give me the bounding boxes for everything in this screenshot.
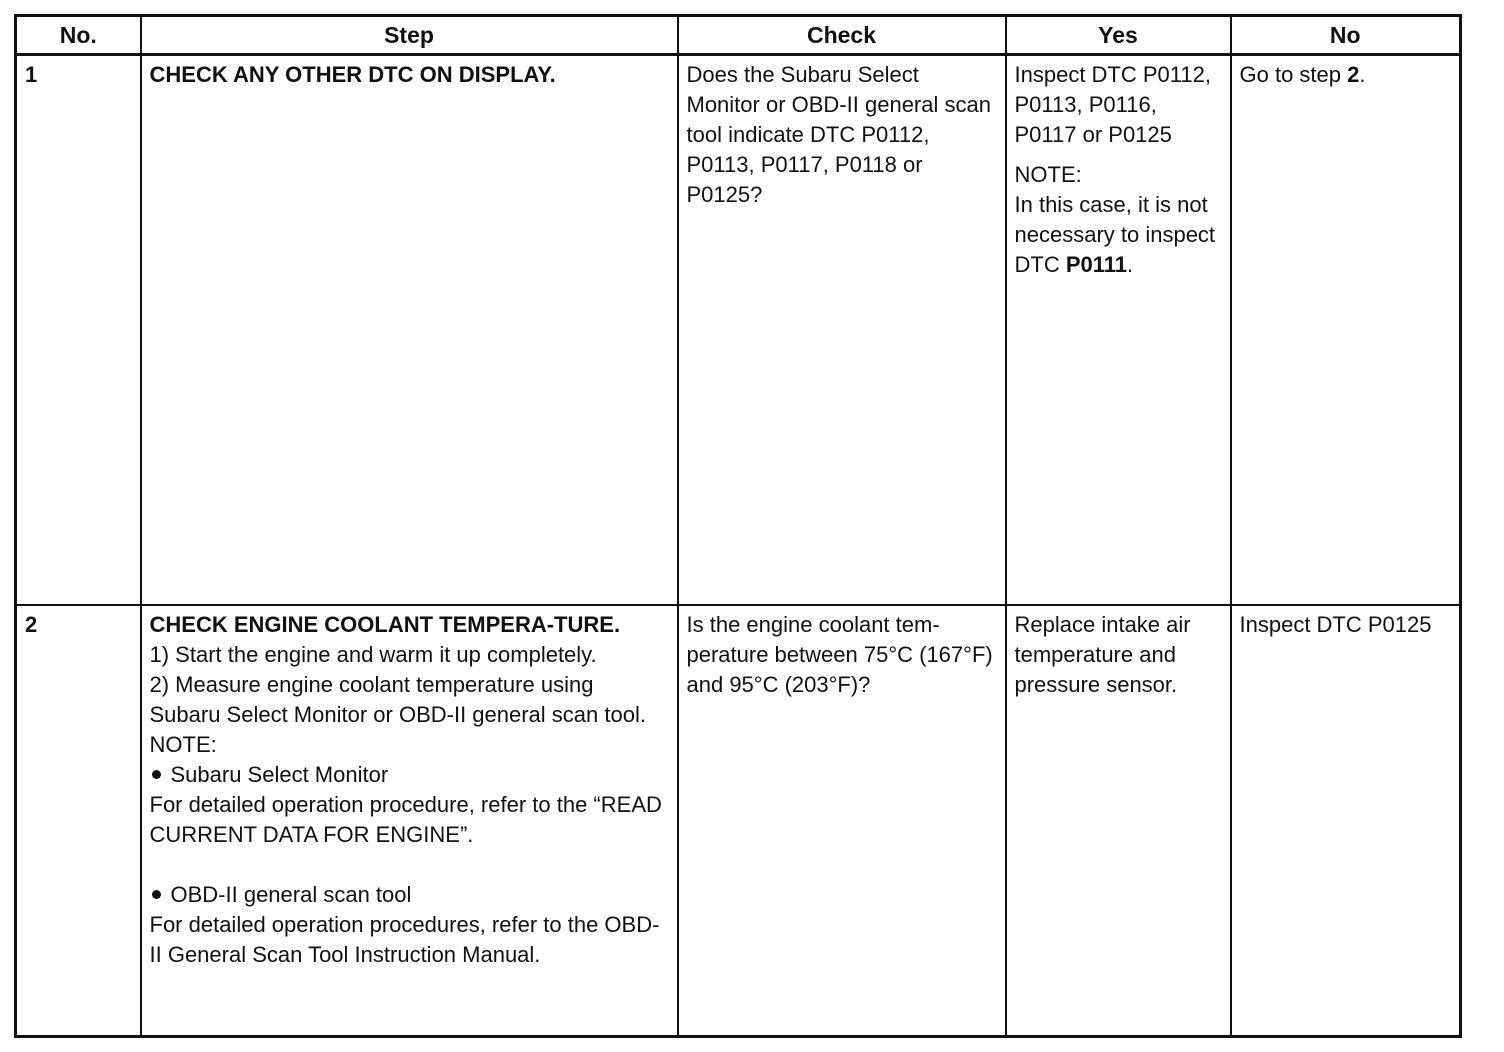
- yes-action: Replace intake air temperature and pressure sensor.: [1014, 611, 1191, 697]
- no-cell: [1231, 55, 1461, 605]
- bullet-icon: [152, 890, 161, 899]
- spacer: [1015, 150, 1222, 160]
- header-check: Check: [678, 16, 1006, 55]
- no-action-suffix: .: [1359, 62, 1366, 87]
- check-cell: [678, 55, 1006, 605]
- header-step: Step: [141, 16, 678, 55]
- diagnostic-table: [14, 14, 1462, 1038]
- bullet-label: Subaru Select Monitor: [170, 761, 389, 787]
- header-yes: Yes: [1006, 16, 1231, 55]
- check-question: Is the engine coolant tem-perature between 75°C (167°F) and 95°C (203°F)?: [686, 611, 993, 697]
- bullet-text: For detailed operation procedure, refer to the “READ CURRENT DATA FOR ENGINE”.: [149, 791, 662, 847]
- step-number: 2: [16, 605, 141, 1037]
- step-instruction-1: 1) Start the engine and warm it up completely.: [149, 641, 597, 667]
- step-title: CHECK ANY OTHER DTC ON DISPLAY.: [149, 62, 556, 87]
- header-row: [16, 16, 1461, 55]
- step-cell: [141, 55, 678, 605]
- note-body: In this case, it is not necessary to inspect DTC: [1014, 192, 1216, 277]
- no-cell: [1231, 605, 1461, 1037]
- yes-cell: [1006, 605, 1231, 1037]
- no-action-step: 2: [1347, 62, 1360, 87]
- step-title: CHECK ENGINE COOLANT TEMPERA-TURE.: [149, 611, 621, 637]
- header-no: No.: [16, 16, 141, 55]
- header-no-answer: No: [1231, 16, 1461, 55]
- no-action-prefix: Go to step: [1239, 62, 1348, 87]
- bullet-icon: [152, 770, 161, 779]
- yes-action: Inspect DTC P0112, P0113, P0116, P0117 or P0125: [1014, 62, 1211, 147]
- check-question: Does the Subaru Select Monitor or OBD-II general scan tool indicate DTC P0112, P0113, P0117, P0118 or P0125?: [686, 62, 991, 207]
- note-text: [1015, 190, 1222, 280]
- note-dtc-code: P0111: [1065, 252, 1128, 277]
- bullet-text: For detailed operation procedures, refer to the OBD-II General Scan Tool Instruction Manual.: [149, 911, 660, 967]
- note-end: .: [1127, 252, 1134, 277]
- step-instruction-2: 2) Measure engine coolant temperature using Subaru Select Monitor or OBD-II general scan tool.: [149, 671, 646, 727]
- no-action: Inspect DTC P0125: [1239, 611, 1432, 637]
- step-cell: [141, 605, 678, 1037]
- check-cell: [678, 605, 1006, 1037]
- yes-cell: [1006, 55, 1231, 605]
- note-label: NOTE:: [149, 731, 217, 757]
- bullet-item: [150, 760, 669, 790]
- spacer: [150, 850, 669, 880]
- table-row: [16, 605, 1461, 1037]
- step-number: 1: [16, 55, 141, 605]
- table-row: [16, 55, 1461, 605]
- bullet-label: OBD-II general scan tool: [170, 881, 412, 907]
- bullet-item: [150, 880, 669, 910]
- note-label: NOTE:: [1014, 162, 1082, 187]
